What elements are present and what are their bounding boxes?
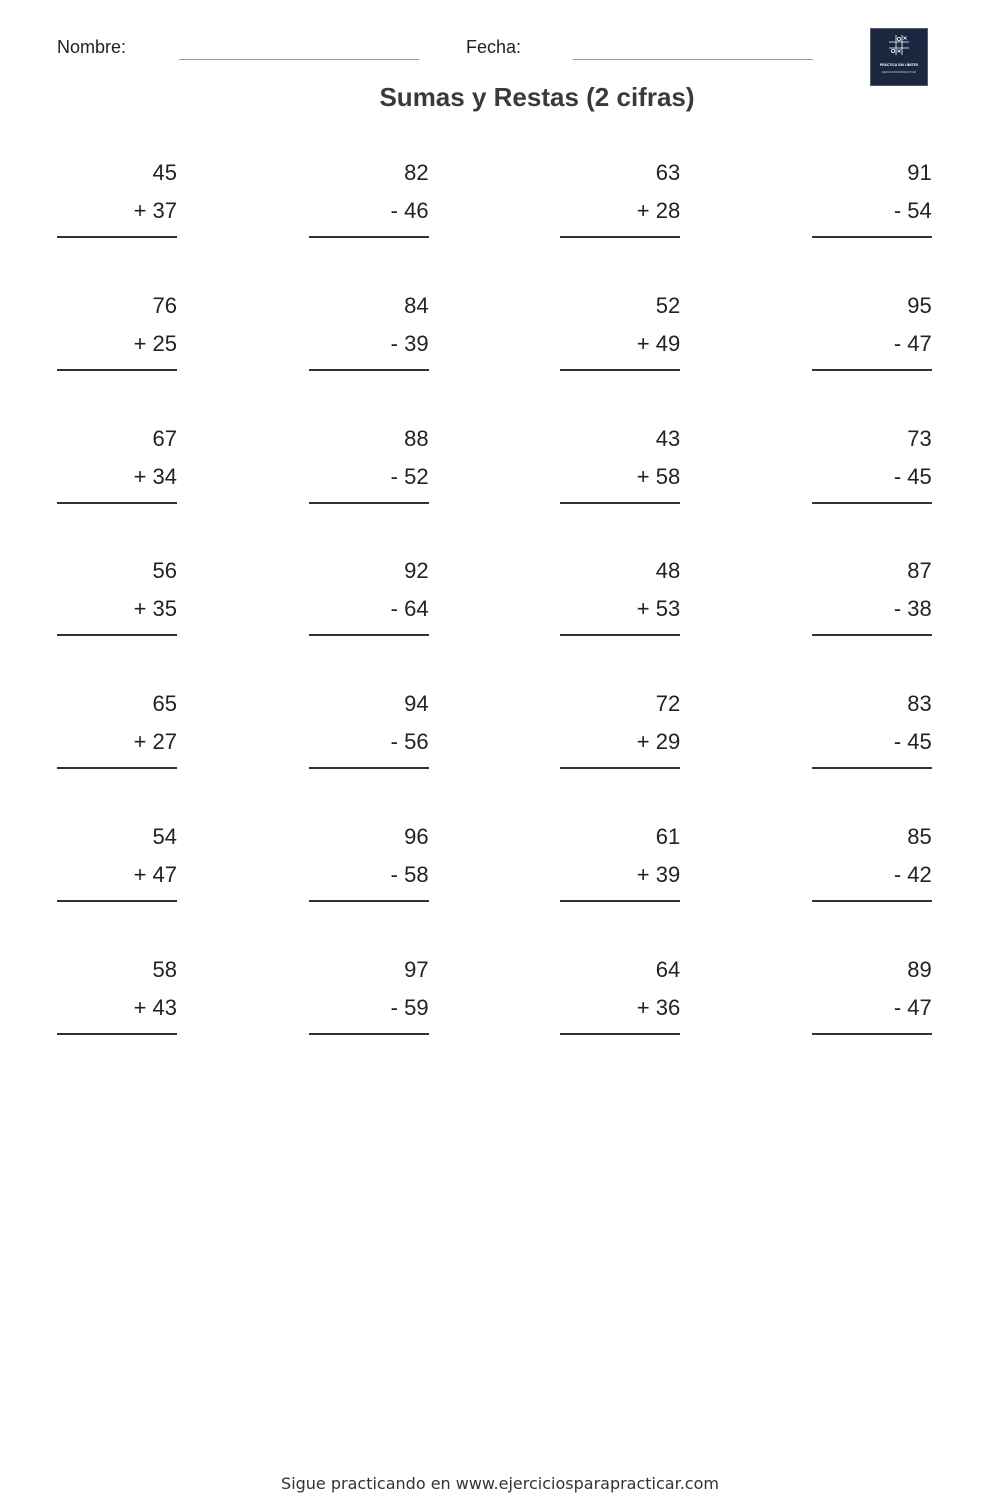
problem-top-number: 92 xyxy=(404,558,429,584)
answer-line[interactable] xyxy=(309,1033,429,1035)
worksheet-title: Sumas y Restas (2 cifras) xyxy=(379,82,695,112)
problem-operand: + 43 xyxy=(133,994,177,1020)
problem-card xyxy=(560,949,680,1037)
problem-card xyxy=(57,418,177,506)
logo-subtext: EJERCICIOSPARAPRACTICAR xyxy=(881,71,917,74)
problem-top-number: 54 xyxy=(152,823,177,849)
problem-operand: - 45 xyxy=(893,729,932,755)
answer-line[interactable] xyxy=(560,767,680,769)
problem-top-number: 61 xyxy=(655,823,681,849)
problem-card xyxy=(812,152,932,240)
answer-line[interactable] xyxy=(57,634,177,636)
tic-tac-toe-icon xyxy=(871,29,927,85)
answer-line[interactable] xyxy=(57,236,177,238)
answer-line[interactable] xyxy=(812,236,932,238)
problem-top-number: 97 xyxy=(404,956,429,982)
answer-line[interactable] xyxy=(812,1033,932,1035)
name-label: Nombre: xyxy=(57,37,127,57)
problem-top-number: 48 xyxy=(655,558,681,584)
problem-top-number: 96 xyxy=(404,823,429,849)
problem-card xyxy=(812,550,932,638)
answer-line[interactable] xyxy=(560,502,680,504)
name-line[interactable] xyxy=(179,59,419,60)
answer-line[interactable] xyxy=(309,369,429,371)
problem-card xyxy=(57,683,177,771)
problem-operand: + 34 xyxy=(133,463,177,489)
problem-top-number: 56 xyxy=(152,558,177,584)
problem-card xyxy=(309,418,429,506)
problem-card xyxy=(309,152,429,240)
answer-line[interactable] xyxy=(560,634,680,636)
problem-card xyxy=(560,683,680,771)
answer-line[interactable] xyxy=(560,369,680,371)
answer-line[interactable] xyxy=(309,634,429,636)
date-line[interactable] xyxy=(573,59,813,60)
problem-operand: + 47 xyxy=(133,861,177,887)
problem-top-number: 43 xyxy=(655,425,681,451)
problem-operand: - 58 xyxy=(390,861,429,887)
problem-card xyxy=(57,285,177,373)
problem-operand: - 42 xyxy=(893,861,932,887)
answer-line[interactable] xyxy=(309,236,429,238)
answer-line[interactable] xyxy=(812,634,932,636)
problem-top-number: 84 xyxy=(404,292,429,318)
answer-line[interactable] xyxy=(560,1033,680,1035)
problem-card xyxy=(560,285,680,373)
problem-card xyxy=(57,816,177,904)
answer-line[interactable] xyxy=(812,369,932,371)
problems-grid xyxy=(57,152,932,1082)
problem-card xyxy=(560,816,680,904)
problem-operand: + 53 xyxy=(636,596,681,622)
problem-card xyxy=(560,418,680,506)
problem-operand: - 54 xyxy=(893,198,932,223)
answer-line[interactable] xyxy=(812,900,932,902)
problem-operand: - 64 xyxy=(390,596,429,622)
problem-operand: - 47 xyxy=(893,330,932,356)
problem-top-number: 64 xyxy=(655,956,681,982)
answer-line[interactable] xyxy=(560,236,680,238)
problem-card xyxy=(57,949,177,1037)
problem-operand: - 52 xyxy=(390,463,429,489)
problem-card xyxy=(812,683,932,771)
answer-line[interactable] xyxy=(309,502,429,504)
problem-card xyxy=(57,152,177,240)
problem-operand: - 47 xyxy=(893,994,932,1020)
problem-operand: + 58 xyxy=(636,463,681,489)
answer-line[interactable] xyxy=(57,767,177,769)
problem-top-number: 67 xyxy=(152,425,177,451)
problem-operand: + 36 xyxy=(636,994,681,1020)
answer-line[interactable] xyxy=(57,369,177,371)
problem-card xyxy=(309,683,429,771)
problem-operand: + 49 xyxy=(636,330,681,356)
problem-operand: - 59 xyxy=(390,994,429,1020)
problem-top-number: 45 xyxy=(152,160,177,185)
problem-card xyxy=(309,285,429,373)
problem-card xyxy=(560,550,680,638)
date-label: Fecha: xyxy=(466,37,522,57)
problem-operand: + 25 xyxy=(133,330,177,356)
problem-card xyxy=(812,949,932,1037)
answer-line[interactable] xyxy=(57,1033,177,1035)
problem-operand: + 28 xyxy=(636,198,681,223)
problem-card xyxy=(812,418,932,506)
problem-top-number: 58 xyxy=(152,956,177,982)
problem-card xyxy=(309,949,429,1037)
problem-card xyxy=(309,816,429,904)
problem-top-number: 65 xyxy=(152,691,177,717)
problem-top-number: 94 xyxy=(404,691,429,717)
problem-card xyxy=(57,550,177,638)
answer-line[interactable] xyxy=(57,900,177,902)
answer-line[interactable] xyxy=(812,502,932,504)
problem-top-number: 73 xyxy=(907,425,932,451)
problem-top-number: 89 xyxy=(907,956,932,982)
problem-operand: - 38 xyxy=(893,596,932,622)
problem-operand: - 46 xyxy=(390,198,429,223)
answer-line[interactable] xyxy=(812,767,932,769)
problem-operand: - 39 xyxy=(390,330,429,356)
answer-line[interactable] xyxy=(57,502,177,504)
answer-line[interactable] xyxy=(560,900,680,902)
problem-top-number: 52 xyxy=(655,292,681,318)
footer-text: Sigue practicando en www.ejerciciosparapracticar.com xyxy=(281,1474,719,1493)
problem-top-number: 87 xyxy=(907,558,932,584)
problem-top-number: 83 xyxy=(907,691,932,717)
problem-operand: + 29 xyxy=(636,729,681,755)
problem-top-number: 82 xyxy=(404,160,429,185)
problem-operand: - 56 xyxy=(390,729,429,755)
problem-top-number: 76 xyxy=(152,292,177,318)
problem-top-number: 85 xyxy=(907,823,932,849)
problem-operand: + 27 xyxy=(133,729,177,755)
answer-line[interactable] xyxy=(309,900,429,902)
problem-top-number: 88 xyxy=(404,425,429,451)
problem-operand: - 45 xyxy=(893,463,932,489)
problem-card xyxy=(560,152,680,240)
problem-operand: + 35 xyxy=(133,596,177,622)
brand-logo xyxy=(870,28,928,86)
problem-card xyxy=(812,285,932,373)
problem-top-number: 72 xyxy=(655,691,681,717)
problem-card xyxy=(812,816,932,904)
answer-line[interactable] xyxy=(309,767,429,769)
problem-top-number: 91 xyxy=(907,160,932,185)
problem-card xyxy=(309,550,429,638)
logo-text: PRÁCTICA SIN LÍMITES xyxy=(879,63,919,67)
problem-operand: + 39 xyxy=(636,861,681,887)
problem-top-number: 95 xyxy=(907,292,932,318)
problem-top-number: 63 xyxy=(655,160,681,185)
problem-operand: + 37 xyxy=(133,198,177,223)
